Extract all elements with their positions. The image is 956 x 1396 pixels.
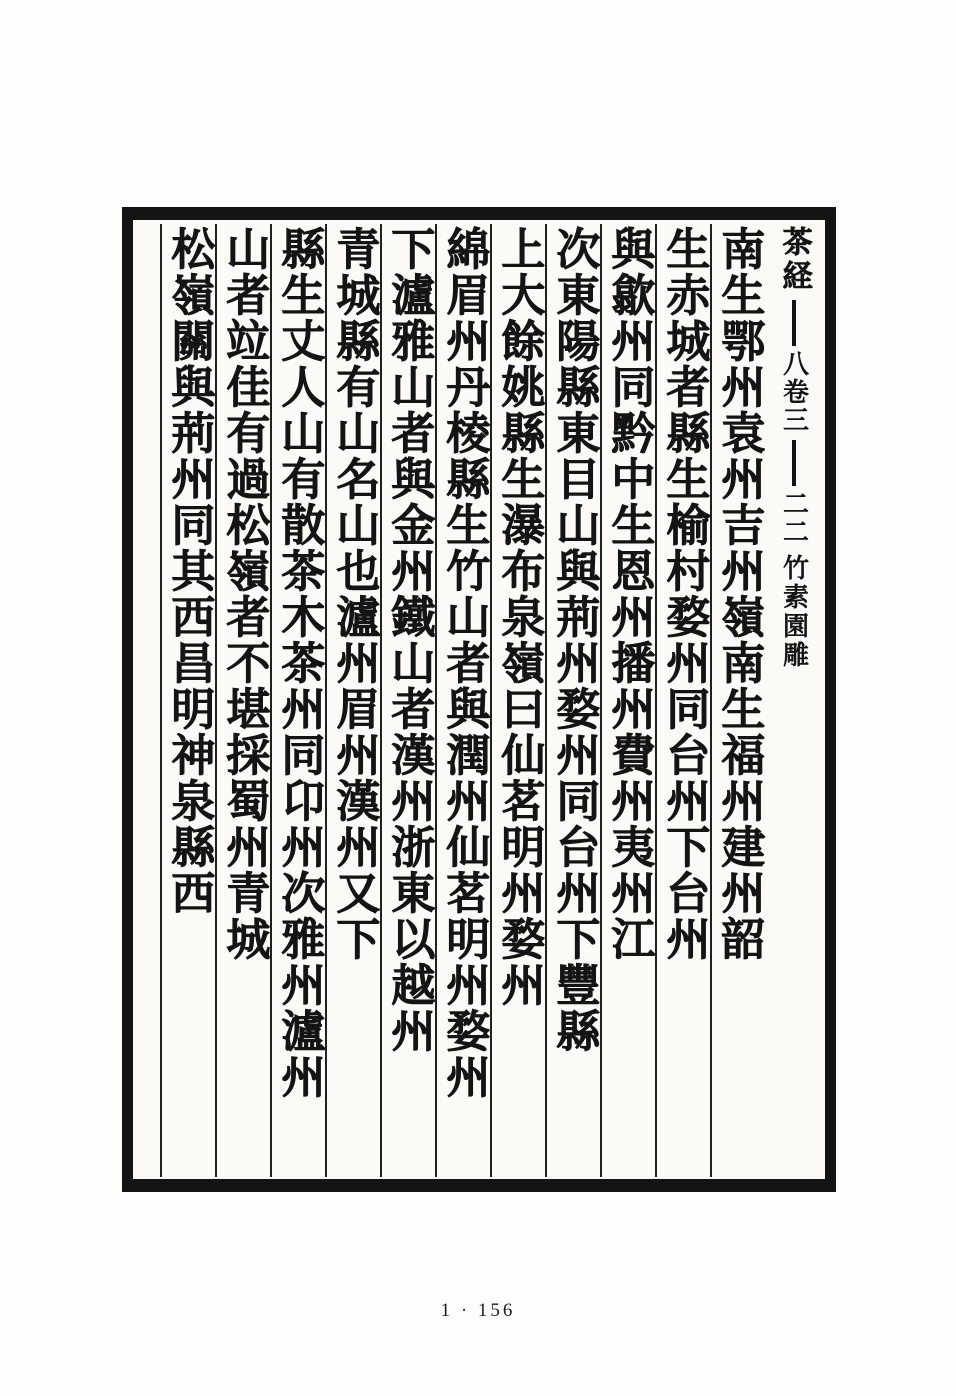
woodblock-facsimile-block: [122, 207, 836, 1192]
text-column-9: [600, 224, 655, 1177]
text-column-2: [215, 224, 270, 1177]
column-text: 松嶺關與荊州同其西昌明神泉縣西: [163, 226, 215, 916]
folio-divider-mark: [792, 440, 796, 486]
text-column-6: [435, 224, 490, 1177]
column-divider-mark: [792, 300, 796, 346]
column-text: 下瀘雅山者與金州鐵山者漢州浙東以越州: [383, 226, 435, 1054]
text-column-5: [380, 224, 435, 1177]
text-column-7: [490, 224, 545, 1177]
juan-mark: 八: [778, 350, 809, 378]
text-column-10: [655, 224, 710, 1177]
folio-mark: 二二: [778, 490, 809, 546]
text-columns: [133, 220, 825, 1179]
column-text: 與歙州同黔中生恩州播州費州夷州江: [603, 226, 655, 962]
text-column-8: [545, 224, 600, 1177]
column-text: 生赤城者縣生榆村婺州同台州下台州: [658, 226, 710, 962]
text-column-11: [710, 224, 765, 1177]
column-text: 縣生丈人山有散茶木茶州同卬州次雅州瀘州: [273, 226, 325, 1100]
page-number: 1 · 156: [440, 1300, 516, 1321]
juan-label: 卷三: [778, 378, 809, 434]
running-title: 茶経: [776, 226, 812, 294]
seal-imprint: 竹素園雕: [778, 554, 809, 670]
column-text: 上大餘姚縣生瀑布泉嶺曰仙茗明州婺州: [493, 226, 545, 1008]
text-column-4: [325, 224, 380, 1177]
text-column-1: [160, 224, 215, 1177]
column-text: 次東陽縣東目山與荊州婺州同台州下豐縣: [548, 226, 600, 1054]
column-text: 青城縣有山名山也瀘州眉州漢州又下: [328, 226, 380, 962]
column-text: 南生鄂州袁州吉州嶺南生福州建州韶: [713, 226, 765, 962]
margin-column: [765, 224, 823, 1177]
column-text: 山者竝佳有過松嶺者不堪採蜀州青城: [218, 226, 270, 962]
column-text: 綿眉州丹棱縣生竹山者與潤州仙茗明州婺州: [438, 226, 490, 1100]
text-column-3: [270, 224, 325, 1177]
